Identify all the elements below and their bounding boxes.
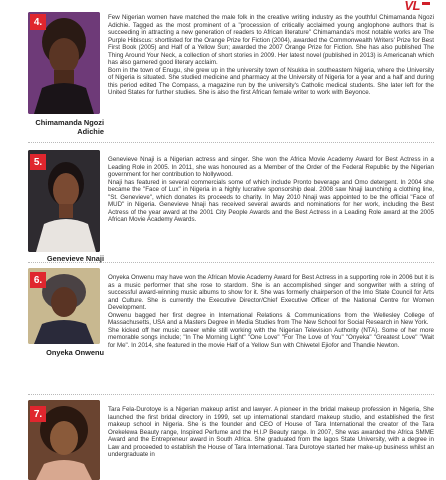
rank-badge: 7. xyxy=(30,406,46,422)
bio-paragraph: Nnaji has featured in several commercials some of which include Pronto beverage and Omo detergent. In 2004 she became the "Face of Lux" in Nigeria in a highly lucrative sponsorship deal. 2008 saw Nnaji launching a clothing line, "St. Genevieve", which donates its proceeds to charity. In May 2010 Nnaji was appointed to be the official "Face of MUD" in Nigeria. Genevieve Nnaji has received several awards and nominations for her work, including the Best Actress of the year award at the 2001 City People Awards and the Best Actress in a Leading Role award at the 2005 African Movie Academy Awards. xyxy=(108,178,434,224)
logo-text: VL xyxy=(404,0,420,13)
profile-name-line1: Chimamanda Ngozi xyxy=(35,118,104,127)
bio-paragraph: Genevieve Nnaji is a Nigerian actress and singer. She won the Africa Movie Academy Award for Best Actress in a Leading Role in 2005. In 2011, she was honoured as a Member of the Order of the Federal Republic by the Nigerian government for her contribution to Nollywood. xyxy=(108,156,434,179)
logo-bar xyxy=(422,2,430,5)
section-divider xyxy=(28,142,434,143)
rank-badge: 6. xyxy=(30,272,46,288)
profile-name xyxy=(28,348,104,357)
bio-paragraph: Onyeka Onwenu may have won the African Movie Academy Award for Best Actress in a supporting role in 2006 but it is as a music performer that she rose to stardom. She is an accomplished singer and songwriter with a string of successful award-winning music albums to show for it. She was formerly chairperson of the Imo State Council for Arts and Culture. She is currently the Executive Director/Chief Executive Officer of the National Centre for Women Development. xyxy=(108,274,434,312)
rank-badge: 4. xyxy=(30,14,46,30)
bio-paragraph: Onwenu bagged her first degree in International Relations & Communications from the Wellesley College of Massachusetts, USA and a Masters Degree in Media Studies from The New School for Social Research in New York. xyxy=(108,311,434,327)
section-divider xyxy=(28,262,434,263)
profile-name xyxy=(28,118,104,136)
bio-paragraph: Few Nigerian women have matched the male folk in the creative writing industry as the youthful Chimamanda Ngozi Adichie. Tagged as the most prominent of a "procession of critically acclaimed young anglophone authors that is succeeding in attracting a new generation of readers to African literature" Chimamanda's most notable works are The Purple Hibiscus: shortlisted for the Orange Prize for Fiction (2004), awarded the Commonwealth Writers' Prize for Best First Book (2005) and Half of a Yellow Sun; awarded the 2007 Orange Prize for Fiction. She has also published The Thing Around Your Neck, a collection of short stories in 2009. Her latest novel (published in 2013) is Americanah which has also garnered good literary acclaim. xyxy=(108,14,434,67)
bio-paragraph: Born in the town of Enugu, she grew up in the university town of Nsukka in southeastern Nigeria, where the University of Nigeria is situated. She studied medicine and pharmacy at the University of Nigeria for a year and a half and during this period edited The Compass, a magazine run by the university's Catholic medical students. She later left for the United States for further studies. She is also the first African female writer to work with Beyonce. xyxy=(108,66,434,97)
section-divider xyxy=(28,394,434,395)
bio-paragraph: Tara Fela-Durotoye is a Nigerian makeup artist and lawyer. A pioneer in the bridal makeup profession in Nigeria, She launched the first bridal directory in 1999, set up international standard makeup studio, and established the first makeup school in Nigeria. She is the founder and CEO of House of Tara International the creator of the Tara Orekelewa Beauty range, Inspired Perfume and the H.I.P Beauty range. In 2007, She was awarded the Africa SMME Award and the Entrepreneur award in South Africa. She graduated from the lagos State University, with a degree in Law and proceeded to establish the House of Tara International. Tara Durotoye started her make-up business whilst an undergraduate in xyxy=(108,406,434,459)
rank-badge: 5. xyxy=(30,154,46,170)
profile-name-line2: Adichie xyxy=(77,127,104,136)
magazine-logo xyxy=(404,0,420,13)
profile-bio xyxy=(108,274,434,349)
profile-bio xyxy=(108,406,434,459)
profile-name-line1: Genevieve Nnaji xyxy=(46,254,104,263)
bio-paragraph: She kicked off her music career while still working with the Nigerian Television Authority (NTA). Some of her more memorable songs include; "In The Morning Light" "One Love" "For The Love of You" "Onyeka" "Greatest Love" "Wait for Me". In 2014, she featured in the movie Half of a Yellow Sun with Chiwetel Ejiofor and Thandie Newton. xyxy=(108,326,434,349)
profile-bio xyxy=(108,14,434,97)
profile-name-line1: Onyeka Onwenu xyxy=(46,348,104,357)
profile-bio xyxy=(108,156,434,224)
